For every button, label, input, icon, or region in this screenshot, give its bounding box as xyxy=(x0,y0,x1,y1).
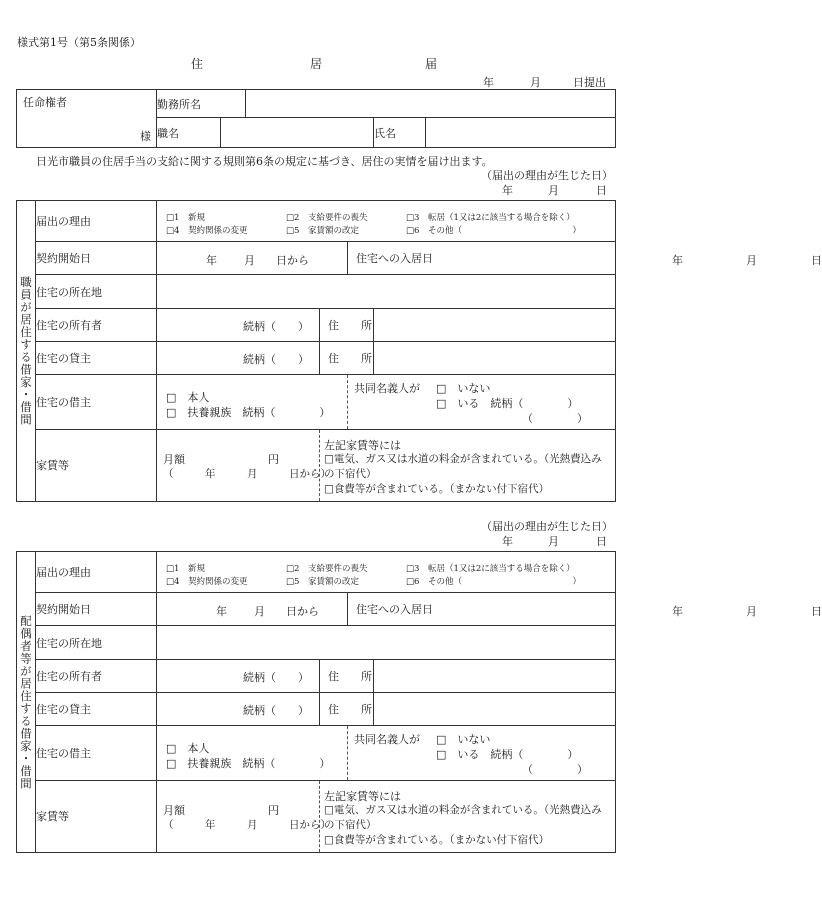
owner-zokugara-2: 続柄（ ） xyxy=(243,671,309,685)
reason-option-1[interactable]: □1 新規 xyxy=(166,563,205,574)
borrower-self-checkbox[interactable]: □ 本人 xyxy=(166,390,210,404)
reason-options-2 xyxy=(157,552,616,593)
reason-option-3[interactable]: □3 転居（1又は2に該当する場合を除く） xyxy=(406,212,575,223)
location-input[interactable] xyxy=(157,275,616,308)
name-input[interactable] xyxy=(426,118,616,148)
form-number: 様式第1号（第5条関係） xyxy=(17,36,141,49)
reason-option-5[interactable]: □5 家賃額の改定 xyxy=(286,576,359,587)
rent-notes-cell-2 xyxy=(320,780,616,852)
reason-label: 届出の理由 xyxy=(36,201,157,242)
owner-address-label: 住 所 xyxy=(320,308,374,341)
move-in-month: 月 xyxy=(746,253,757,267)
owner-zokugara: 続柄（ ） xyxy=(243,320,309,334)
employee-section-table xyxy=(16,200,822,502)
employee-section-title-cell xyxy=(17,201,36,502)
spouse-section-title-cell xyxy=(17,552,36,853)
borrower-dependent-checkbox-2[interactable]: □ 扶養親族 続柄（ ） xyxy=(166,756,331,770)
contract-start-month-2: 月 xyxy=(254,604,265,618)
appointer-label: 任命権者 xyxy=(23,96,67,109)
reason-date-label-1: （届出の理由が生じた日） xyxy=(481,169,613,182)
contract-start-from-2: 日から xyxy=(286,604,319,618)
borrower-label: 住宅の借主 xyxy=(36,374,157,429)
contract-start-label: 契約開始日 xyxy=(36,242,157,275)
lender-name-2[interactable] xyxy=(157,692,320,725)
joint-owner-label: 共同名義人が xyxy=(354,381,420,395)
contract-start-year: 年 xyxy=(206,253,217,267)
move-in-year-2: 年 xyxy=(672,604,683,618)
reason-option-3[interactable]: □3 転居（1又は2に該当する場合を除く） xyxy=(406,563,575,574)
reason-date-label-2: （届出の理由が生じた日） xyxy=(481,520,613,533)
rent-monthly-label-2: 月額 xyxy=(163,803,185,817)
move-in-month-2: 月 xyxy=(746,604,757,618)
reason-option-6[interactable]: □6 その他（ ） xyxy=(406,225,581,236)
spouse-section-table xyxy=(16,551,822,853)
rent-yen-label: 円 xyxy=(268,452,279,466)
location-input-2[interactable] xyxy=(157,626,616,659)
joint-owner-cell xyxy=(348,374,616,429)
title-char-3: 届 xyxy=(425,57,438,71)
reason-option-2[interactable]: □2 支給要件の喪失 xyxy=(286,212,368,223)
lender-address-input-2[interactable] xyxy=(374,692,616,725)
submit-year: 年 xyxy=(483,76,494,89)
employee-section-title: 職員が居住する借家・借間 xyxy=(19,276,33,426)
submit-month: 月 xyxy=(530,76,541,89)
owner-address-input[interactable] xyxy=(374,308,616,341)
lender-zokugara: 続柄（ ） xyxy=(243,353,309,367)
location-label-2: 住宅の所在地 xyxy=(36,626,157,659)
joint-none-checkbox-2[interactable]: □ いない xyxy=(436,732,491,746)
borrower-dependent-checkbox[interactable]: □ 扶養親族 続柄（ ） xyxy=(166,405,331,419)
joint-owner-label-2: 共同名義人が xyxy=(354,732,420,746)
move-in-year: 年 xyxy=(672,253,683,267)
lender-address-input[interactable] xyxy=(374,341,616,374)
owner-label-2: 住宅の所有者 xyxy=(36,659,157,692)
owner-address-label-2: 住 所 xyxy=(320,659,374,692)
lender-label: 住宅の貸主 xyxy=(36,341,157,374)
reason-date-year-2: 年 xyxy=(502,535,513,548)
lender-label-2: 住宅の貸主 xyxy=(36,692,157,725)
reason-date-month-1: 月 xyxy=(548,184,559,197)
rent-since: （ 年 月 日から） xyxy=(163,467,331,480)
rent-yen-label-2: 円 xyxy=(268,803,279,817)
name-label: 氏名 xyxy=(374,118,426,148)
reason-option-6[interactable]: □6 その他（ ） xyxy=(406,576,581,587)
appointer-cell xyxy=(17,90,157,148)
joint-extra-relation-2: （ ） xyxy=(522,762,588,776)
lender-address-label: 住 所 xyxy=(320,341,374,374)
reason-options xyxy=(157,201,616,242)
reason-option-1[interactable]: □1 新規 xyxy=(166,212,205,223)
rent-note-meals[interactable]: □食費等が含まれている。（まかない付下宿代） xyxy=(324,482,550,495)
borrower-label-2: 住宅の借主 xyxy=(36,725,157,780)
location-label: 住宅の所在地 xyxy=(36,275,157,308)
joint-exists-checkbox[interactable]: □ いる 続柄（ ） xyxy=(436,396,579,410)
joint-none-checkbox[interactable]: □ いない xyxy=(436,381,491,395)
spouse-section-title: 配偶者等が居住する借家・借間 xyxy=(19,614,33,790)
submit-day: 日提出 xyxy=(573,76,606,89)
rent-monthly-label: 月額 xyxy=(163,452,185,466)
rent-label-2: 家賃等 xyxy=(36,780,157,852)
rent-label: 家賃等 xyxy=(36,429,157,501)
joint-exists-checkbox-2[interactable]: □ いる 続柄（ ） xyxy=(436,747,579,761)
reason-label-2: 届出の理由 xyxy=(36,552,157,593)
rent-note-utilities[interactable]: □電気、ガス又は水道の料金が含まれている。（光熱費込みの下宿代） xyxy=(324,452,602,480)
reason-option-4[interactable]: □4 契約関係の変更 xyxy=(166,576,248,587)
rent-note-title: 左記家賃等には xyxy=(324,438,401,452)
lender-address-label-2: 住 所 xyxy=(320,692,374,725)
workplace-input[interactable] xyxy=(246,90,616,118)
rent-amount-cell[interactable] xyxy=(157,429,331,501)
rent-notes-cell xyxy=(320,429,616,501)
move-in-label-2: 住宅への入居日 xyxy=(348,593,616,626)
intro-text: 日光市職員の住居手当の支給に関する規則第6条の規定に基づき、居住の実情を届け出ます。 xyxy=(36,155,493,168)
title-char-1: 住 xyxy=(191,57,204,71)
reason-option-4[interactable]: □4 契約関係の変更 xyxy=(166,225,248,236)
owner-name-2[interactable] xyxy=(157,659,320,692)
rent-since-2: （ 年 月 日から） xyxy=(163,818,331,831)
reason-date-month-2: 月 xyxy=(548,535,559,548)
reason-option-2[interactable]: □2 支給要件の喪失 xyxy=(286,563,368,574)
joint-owner-cell-2 xyxy=(348,725,616,780)
rent-note-meals-2[interactable]: □食費等が含まれている。（まかない付下宿代） xyxy=(324,833,550,846)
move-in-day-2: 日 xyxy=(811,604,822,618)
reason-date-day-1: 日 xyxy=(596,184,607,197)
title-char-2: 居 xyxy=(310,57,323,71)
borrower-self-checkbox-2[interactable]: □ 本人 xyxy=(166,741,210,755)
contract-start-label-2: 契約開始日 xyxy=(36,593,157,626)
owner-label: 住宅の所有者 xyxy=(36,308,157,341)
reason-date-day-2: 日 xyxy=(596,535,607,548)
contract-start-year-2: 年 xyxy=(216,604,227,618)
position-input[interactable] xyxy=(221,118,374,148)
lender-name[interactable] xyxy=(157,341,320,374)
borrower-type xyxy=(157,374,348,429)
joint-extra-relation: （ ） xyxy=(522,411,588,425)
owner-name[interactable] xyxy=(157,308,320,341)
borrower-type-2 xyxy=(157,725,348,780)
owner-address-input-2[interactable] xyxy=(374,659,616,692)
rent-note-utilities-2[interactable]: □電気、ガス又は水道の料金が含まれている。（光熱費込みの下宿代） xyxy=(324,803,602,831)
rent-note-title-2: 左記家賃等には xyxy=(324,789,401,803)
move-in-day: 日 xyxy=(811,253,822,267)
rent-amount-cell-2[interactable] xyxy=(157,780,331,852)
contract-start-from: 日から xyxy=(276,253,309,267)
sama-label: 様 xyxy=(140,130,151,143)
reason-date-year-1: 年 xyxy=(502,184,513,197)
reason-option-5[interactable]: □5 家賃額の改定 xyxy=(286,225,359,236)
contract-start-date-2[interactable] xyxy=(157,593,348,626)
contract-start-month: 月 xyxy=(244,253,255,267)
contract-start-date[interactable] xyxy=(157,242,348,275)
position-label: 職名 xyxy=(157,118,221,148)
header-table xyxy=(16,89,616,148)
lender-zokugara-2: 続柄（ ） xyxy=(243,704,309,718)
move-in-label: 住宅への入居日 xyxy=(348,242,616,275)
workplace-label: 勤務所名 xyxy=(157,90,246,118)
